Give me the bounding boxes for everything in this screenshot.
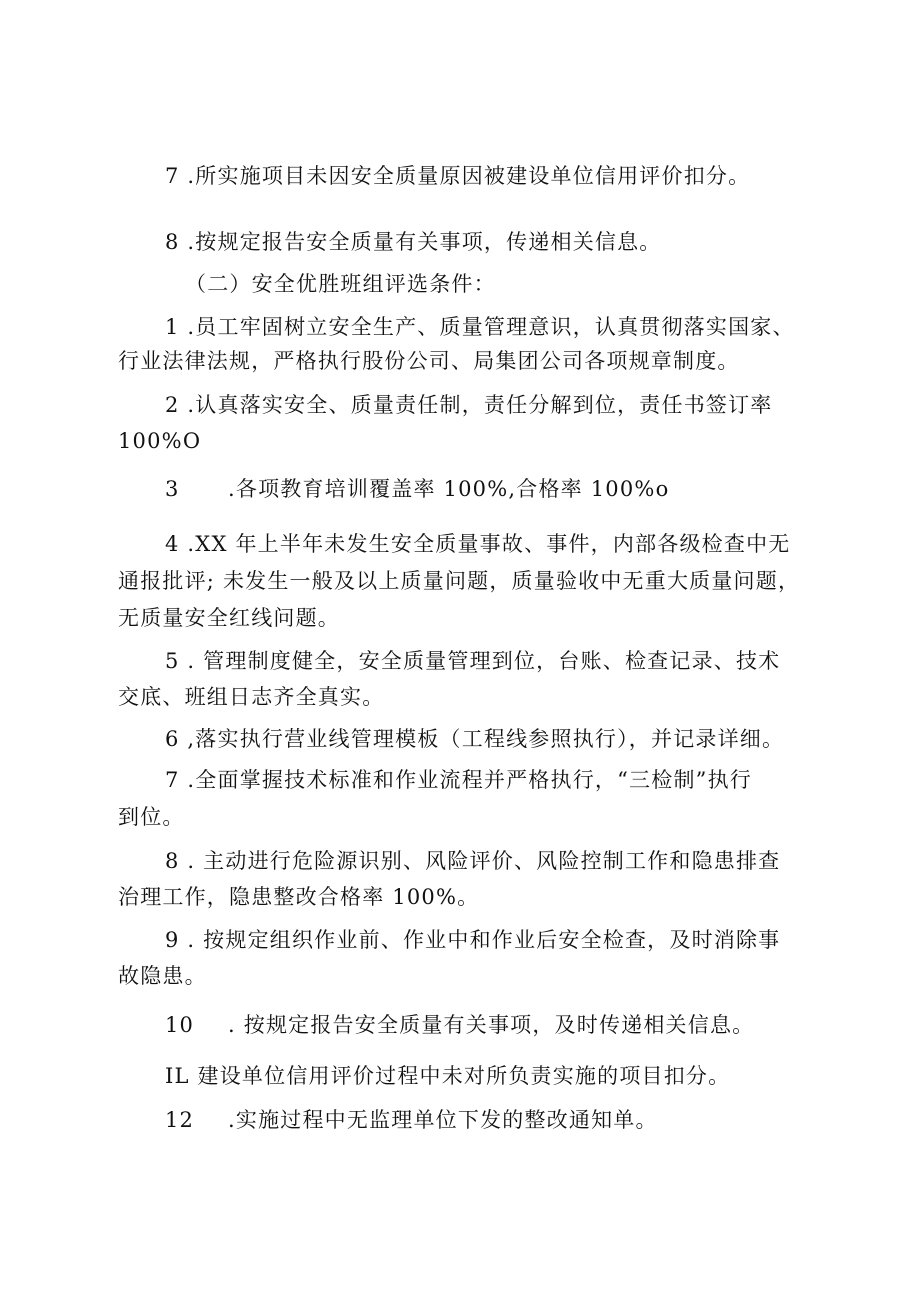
condition-3-text: .各项教育培训覆盖率 100%,合格率 100%o	[228, 477, 670, 501]
condition-8-line-2: 治理工作，隐患整改合格率 100%。	[118, 885, 480, 909]
condition-9-line-1: 9 . 按规定组织作业前、作业中和作业后安全检查，及时消除事	[165, 928, 781, 952]
condition-5-line-2: 交底、班组日志齐全真实。	[118, 685, 385, 709]
condition-7-line-1: 7 .全面掌握技术标准和作业流程并严格执行，“三检制”执行	[165, 768, 752, 792]
item-8-text: 8 .按规定报告安全质量有关事项，传递相关信息。	[165, 230, 662, 254]
condition-12-number: 12	[165, 1108, 195, 1132]
condition-4-line-1: 4 .XX 年上半年未发生安全质量事故、事件，内部各级检查中无	[165, 532, 791, 556]
condition-6-text: 6 ,落实执行营业线管理模板（工程线参照执行），并记录详细。	[165, 727, 785, 751]
condition-1-line-2: 行业法律法规，严格执行股份公司、局集团公司各项规章制度。	[118, 349, 740, 373]
item-7-text: 7 .所实施项目未因安全质量原因被建设单位信用评价扣分。	[165, 164, 751, 188]
condition-2-line-1: 2 .认真落实安全、质量责任制，责任分解到位，责任书签订率	[165, 393, 773, 417]
condition-5-line-1: 5 . 管理制度健全，安全质量管理到位，台账、检查记录、技术	[165, 649, 781, 673]
condition-4-line-3: 无质量安全红线问题。	[118, 606, 340, 630]
condition-12-text: .实施过程中无监理单位下发的整改通知单。	[228, 1108, 658, 1132]
condition-8-line-1: 8 . 主动进行危险源识别、风险评价、风险控制工作和隐患排查	[165, 849, 781, 873]
condition-1-line-1: 1 .员工牢固树立安全生产、质量管理意识，认真贯彻落实国家、	[165, 315, 795, 339]
condition-2-line-2: 100%O	[118, 429, 202, 453]
condition-9-line-2: 故隐患。	[118, 964, 207, 988]
condition-10-number: 10	[165, 1013, 195, 1037]
condition-11-text: IL 建设单位信用评价过程中未对所负责实施的项目扣分。	[165, 1064, 731, 1088]
condition-10-text: . 按规定报告安全质量有关事项，及时传递相关信息。	[228, 1013, 755, 1037]
condition-3-number: 3	[165, 477, 180, 501]
section-heading: （二）安全优胜班组评选条件：	[185, 272, 496, 296]
condition-7-line-2: 到位。	[118, 805, 185, 829]
condition-4-line-2: 通报批评; 未发生一般及以上质量问题，质量验收中无重大质量问题，	[118, 569, 801, 593]
